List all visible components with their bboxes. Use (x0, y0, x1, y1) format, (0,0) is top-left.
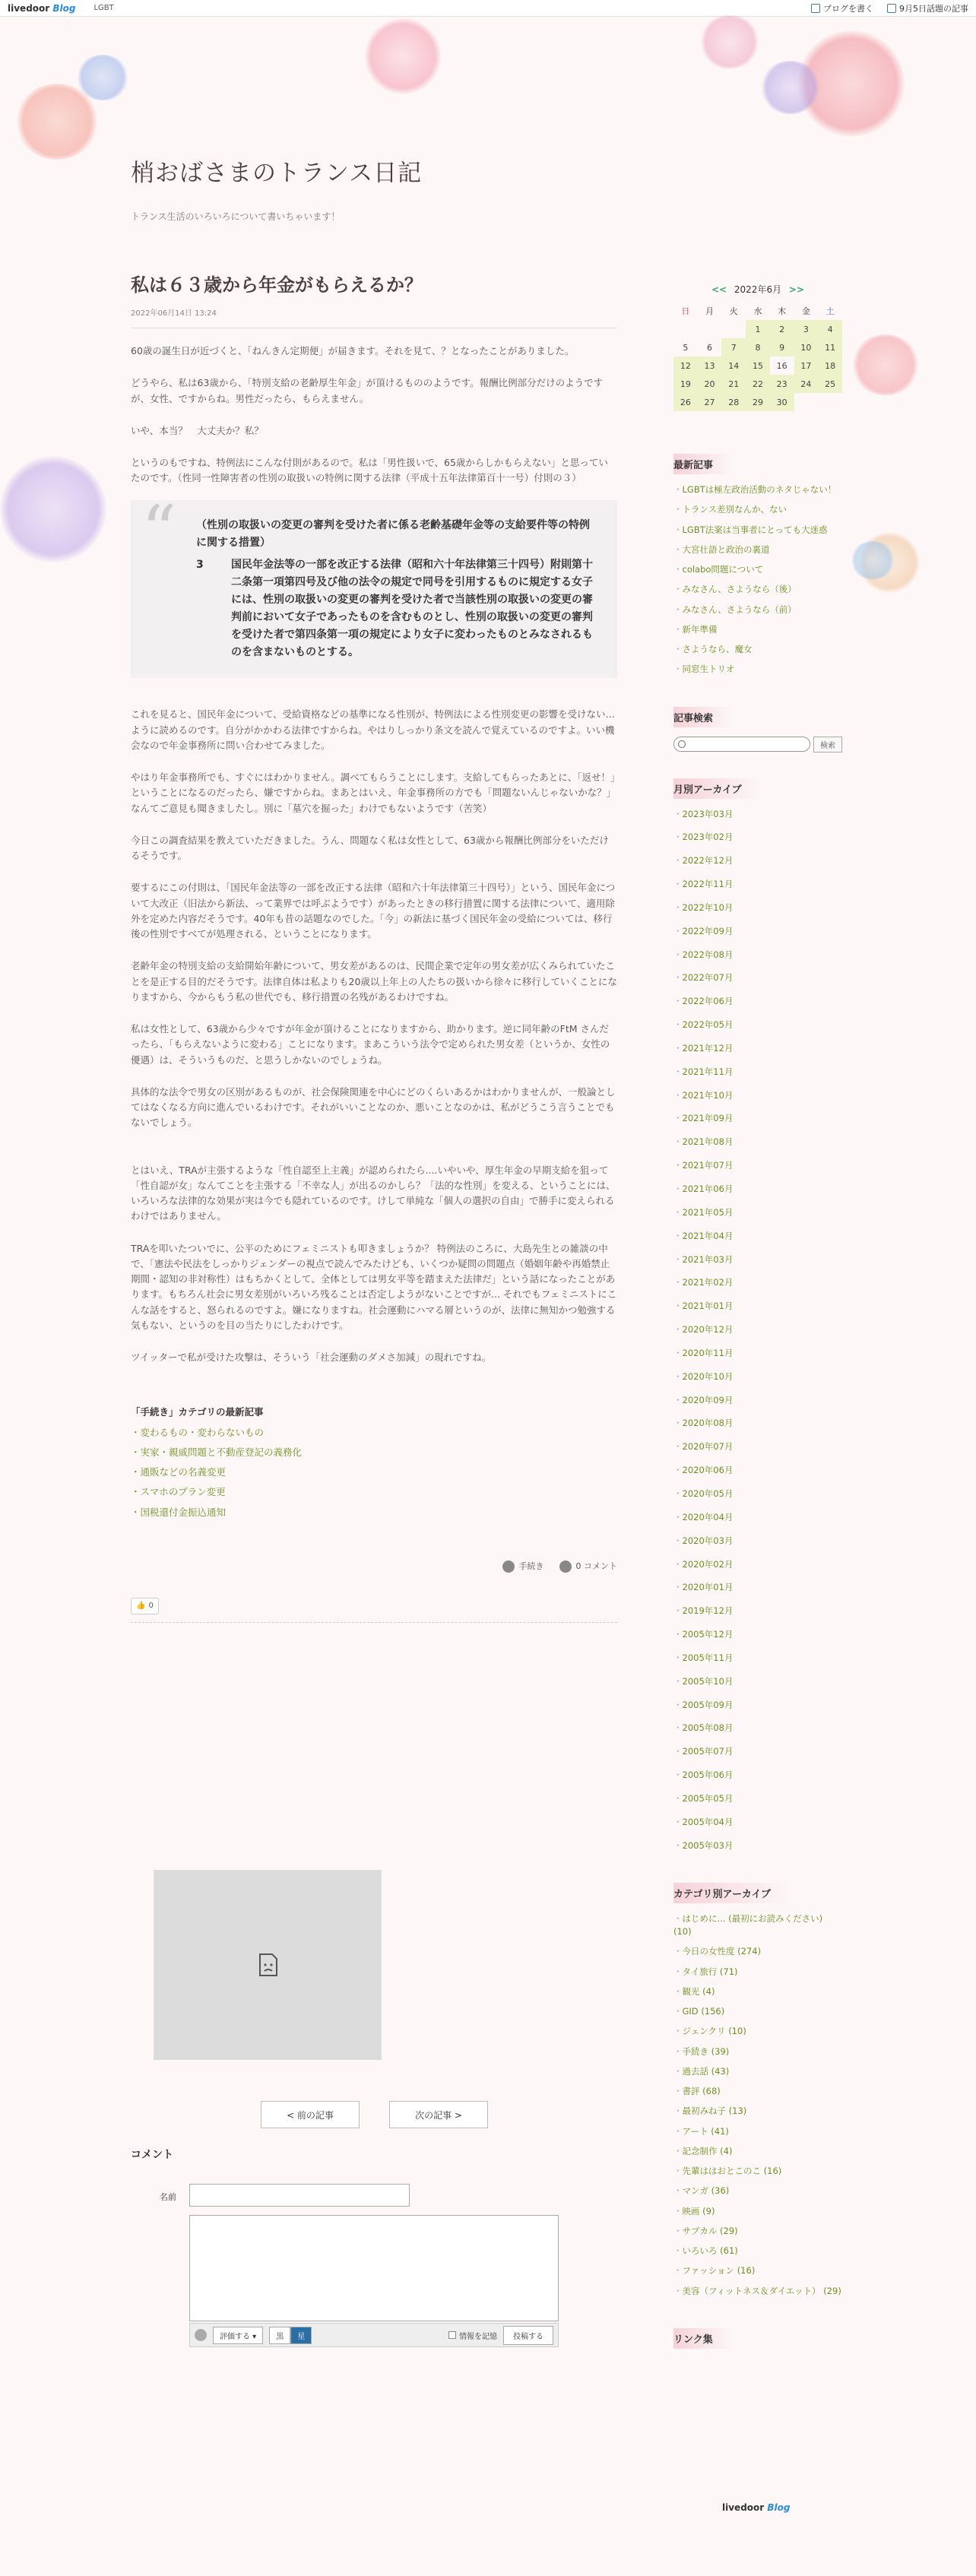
folder-icon (502, 1560, 515, 1573)
recent-article-link[interactable]: ・ 同窓生トリオ (673, 663, 842, 676)
monthly-archive-link[interactable]: ・ 2021年06月 (673, 1183, 842, 1196)
footer-livedoor-blog-logo[interactable]: livedoor Blog (722, 2502, 791, 2513)
recent-article-link[interactable]: ・ さようなら、魔女 (673, 643, 842, 656)
monthly-archive-link[interactable]: ・ 2021年04月 (673, 1230, 842, 1243)
calendar-day[interactable]: 24 (794, 375, 819, 393)
comment-textarea[interactable] (189, 2215, 559, 2321)
blockquote (131, 490, 617, 679)
monthly-archive-link[interactable]: ・ 2005年04月 (673, 1816, 842, 1829)
comment-icon (559, 1560, 572, 1573)
article-paragraph: これを見ると、国民年金について、受給資格などの基準になる性別が、特例法による性別変更の影響を受けない…ように読めるのです。自分がかかわる法律ですからね。やはりしっかり条文を読んで覚えているのですよ。いい機会なので年金事務所に問い合わせてみました。 (131, 708, 616, 751)
recent-articles-heading: 最新記事 (673, 454, 733, 474)
weekday-label: 金 (801, 306, 810, 316)
monthly-archive-link[interactable]: ・ 2005年09月 (673, 1699, 842, 1712)
write-blog-link[interactable]: ブログを書く (811, 2, 873, 14)
sidebar (673, 283, 842, 2358)
top-navigation-bar (0, 0, 976, 17)
category-latest-link[interactable]: ・ 実家・親戚問題と不動産登記の義務化 (131, 1445, 617, 1460)
category-archive-link[interactable]: ・ いろいろ (61) (673, 2245, 842, 2258)
flower-decoration (365, 18, 441, 94)
category-archive-link[interactable]: ・ 観光 (4) (673, 1985, 842, 1998)
calendar-day[interactable]: 7 (721, 338, 746, 356)
monthly-archive-link[interactable]: ・ 2005年11月 (673, 1652, 842, 1665)
weekday-label: 木 (778, 306, 787, 316)
article-paragraph: というのもですね、特例法にこんな付則があるので。私は「男性扱いで、65歳からしかもらえない」と思っていたのです。（性同一性障害者の性別の取扱いの特例に関する法律（平成十五年法律第百十一号）付則の３） (131, 457, 608, 484)
category-latest-articles (131, 1405, 617, 1520)
comment-toolbar (189, 2323, 559, 2347)
remember-checkbox[interactable]: 情報を記憶 (448, 2330, 497, 2341)
quote-heading: （性別の取扱いの変更の審判を受けた者に係る老齢基礎年金等の支給要件等の特例に関する措置） (196, 518, 590, 549)
calendar-next-link[interactable]: >> (788, 284, 805, 295)
monthly-archive-link[interactable]: ・ 2022年10月 (673, 901, 842, 914)
monthly-archive-link[interactable]: ・ 2020年07月 (673, 1440, 842, 1453)
calendar-prev-link[interactable]: << (711, 284, 727, 295)
name-label: 名前 (160, 2192, 176, 2202)
calendar-day[interactable]: 18 (818, 356, 842, 375)
calendar-day[interactable]: 21 (721, 375, 746, 393)
calendar-day: 16 (776, 360, 787, 371)
monthly-archive-link[interactable]: ・ 2020年01月 (673, 1581, 842, 1594)
category-archive-link[interactable]: ・ 今日の女性度 (274) (673, 1945, 842, 1958)
pencil-icon (811, 4, 820, 13)
monthly-archive-link[interactable]: ・ 2021年12月 (673, 1042, 842, 1055)
monthly-archive-link[interactable]: ・ 2005年06月 (673, 1769, 842, 1782)
article-title[interactable]: 私は６３歳から年金がもらえるか？ (131, 274, 423, 296)
recent-article-link[interactable]: ・ 新年準備 (673, 623, 842, 636)
rating-select[interactable]: 評価する ▾ (213, 2327, 263, 2344)
flower-decoration (699, 15, 760, 68)
article-paragraph: いや、本当？ 大丈夫か？私？ (131, 424, 264, 436)
calendar-title: 2022年6月 (734, 284, 782, 295)
recent-article-link[interactable]: ・ トランス差別なんか、ない (673, 503, 842, 516)
article-paragraph: 60歳の誕生日が近づくと、「ねんきん定期便」が届きます。それを見て、？となったことがありました。 (131, 345, 575, 357)
calendar-day[interactable]: 15 (746, 356, 770, 375)
calendar-day (818, 393, 842, 411)
calendar-header (673, 283, 842, 296)
article-paragraph: どうやら、私は63歳から、「特別支給の老齢厚生年金」が頂けるもののようです。報酬比例部分だけのようですが、女性、ですからね。男性だったら、もらえません。 (131, 377, 604, 404)
monthly-archive-link[interactable]: ・ 2005年03月 (673, 1839, 842, 1852)
category-archive-link[interactable]: ・ 書評 (68) (673, 2085, 842, 2098)
monthly-archive-heading: 月別アーカイブ (673, 778, 762, 799)
article-paragraph: やはり年金事務所でも、すぐにはわかりません。調べてもらうことにします。支給してもらったあとに、「返せ！」ということになるのだったら、嫌ですからね。まあとはいえ、年金事務所の方でも「問題ないんじゃないかな？」なんてご意見も聞きましたし。別に「墓穴を掘った」わけでもないようです（苦笑） (131, 772, 616, 814)
weekday-label: 火 (729, 306, 738, 316)
calendar (673, 302, 842, 411)
flower-decoration (76, 55, 129, 100)
recent-article-link[interactable]: ・ 大宮壮語と政治の裏道 (673, 543, 842, 556)
article-search (673, 737, 842, 753)
recent-article-link[interactable]: ・ LGBTは極左政治活動のネタじゃない！ (673, 483, 842, 496)
category-latest-link[interactable]: ・ スマホのプラン変更 (131, 1484, 617, 1500)
category-archive-link[interactable]: ・ 美容（フィットネス＆ダイエット） (29) (673, 2285, 842, 2298)
monthly-archive-link[interactable]: ・ 2022年11月 (673, 878, 842, 891)
flower-decoration (0, 456, 106, 562)
calendar-day[interactable]: 2 (770, 320, 794, 338)
monthly-archive-link[interactable]: ・ 2023年03月 (673, 808, 842, 821)
category-archive-link[interactable]: ・ タイ旅行 (71) (673, 1966, 842, 1979)
monthly-archive-link[interactable]: ・ 2022年08月 (673, 949, 842, 962)
search-button[interactable]: 検索 (813, 737, 842, 753)
name-input[interactable] (189, 2184, 410, 2207)
calendar-day[interactable]: 22 (746, 375, 770, 393)
quote-body: 国民年金法等の一部を改正する法律（昭和六十年法律第三十四号）附則第十二条第一項第四号及び他の法令の規定で同号を引用するものに規定する女子には、性別の取扱いの変更の審判を受けた者で当該性別の取扱いの変更の審判前において女子であったものを含むものとし、性別の取扱いの変更の審判を受けた者で第四条第一項の規定により女子に変わったものとみなされるものを含まないものとする。 (231, 558, 593, 659)
monthly-archive-link[interactable]: ・ 2020年10月 (673, 1370, 842, 1383)
calendar-day[interactable]: 1 (746, 320, 770, 338)
recent-article-link[interactable]: ・ LGBT法案は当事者にとっても大迷惑 (673, 524, 842, 537)
livedoor-blog-logo[interactable]: livedoor Blog (8, 2, 76, 14)
monthly-archive-link[interactable]: ・ 2005年10月 (673, 1675, 842, 1688)
article-category-link[interactable]: 手続き (502, 1560, 544, 1573)
next-article-button[interactable]: 次の記事 > (389, 2101, 488, 2128)
article-comments-link[interactable]: 0 コメント (559, 1560, 618, 1573)
ad-image-placeholder (154, 1870, 382, 2060)
recent-article-link[interactable]: ・ colabo問題について (673, 563, 842, 576)
monthly-archive-link[interactable]: ・ 2020年05月 (673, 1488, 842, 1500)
like-button[interactable]: 👍 0 (131, 1598, 159, 1614)
weekday-label: 土 (825, 306, 835, 316)
calendar-day[interactable]: 17 (794, 356, 819, 375)
calendar-day[interactable]: 30 (770, 393, 794, 411)
calendar-day (698, 320, 722, 338)
category-latest-link[interactable]: ・ 国税還付金振込通知 (131, 1505, 617, 1520)
comment-heading: コメント (131, 2149, 173, 2161)
monthly-archive-link[interactable]: ・ 2021年05月 (673, 1206, 842, 1219)
article-paragraph: 老齢年金の特別支給の支給開始年齢について、男女差があるのは、民間企業で定年の男女差が広くみられていたことを是正する目的だそうです。法律自体は私よりも20歳以上年上の人たちの扱いから徐々に移行していくことになりますから、今からもう私の世代でも、移行措置の名残があるわけですね。 (131, 960, 617, 1003)
monthly-archive-link[interactable]: ・ 2020年02月 (673, 1558, 842, 1571)
monthly-archive-link[interactable]: ・ 2022年12月 (673, 854, 842, 867)
monthly-archive-link[interactable]: ・ 2020年06月 (673, 1464, 842, 1477)
calendar-day[interactable]: 19 (673, 375, 698, 393)
quote-mark-icon: “ (141, 490, 177, 571)
monthly-archive-link[interactable]: ・ 2021年02月 (673, 1276, 842, 1289)
broken-image-icon (254, 1951, 281, 1979)
calendar-day: 6 (707, 342, 713, 353)
article-footer (131, 1560, 617, 1573)
calendar-day[interactable]: 4 (818, 320, 842, 338)
category-archive-link[interactable]: ・ ジェンクリ (10) (673, 2025, 842, 2038)
monthly-archive-link[interactable]: ・ 2020年03月 (673, 1535, 842, 1548)
calendar-day[interactable]: 27 (698, 393, 722, 411)
calendar-day (794, 393, 819, 411)
calendar-day[interactable]: 28 (721, 393, 746, 411)
recent-articles-list (673, 483, 842, 676)
category-archive-link[interactable]: ・ アート (41) (673, 2125, 842, 2138)
monthly-archive-link[interactable]: ・ 2005年12月 (673, 1628, 842, 1641)
category-archive-list (673, 1912, 842, 2298)
monthly-archive-link[interactable]: ・ 2005年07月 (673, 1745, 842, 1758)
calendar-day[interactable]: 8 (746, 338, 770, 356)
flower-decoration (851, 334, 920, 395)
blog-description: トランス生活のいろいろについて書いちゃいます！ (131, 211, 341, 222)
trending-articles-link[interactable]: 9月5日話題の記事 (887, 2, 968, 14)
links-heading: リンク集 (673, 2328, 733, 2349)
article-paragraph: 要するにこの付則は、「国民年金法等の一部を改正する法律（昭和六十年法律第三十四号）」という、国民年金について大改正（旧法から新法、って業界では呼ぶようです）があったときの移行措置に関する法律について、適用除外を定めた内容だそうです。40年も昔の話題なのでした。「今」の新法に基づく国民年金の受給については、移行後の性別ですべてが処理される、ということになります。 (131, 882, 616, 940)
article (131, 271, 617, 1623)
calendar-day[interactable]: 26 (673, 393, 698, 411)
monthly-archive-link[interactable]: ・ 2020年04月 (673, 1511, 842, 1524)
calendar-day[interactable]: 3 (794, 320, 819, 338)
calendar-day[interactable]: 25 (818, 375, 842, 393)
recent-article-link[interactable]: ・ みなさん、さようなら（後） (673, 583, 842, 596)
monthly-archive-link[interactable]: ・ 2020年08月 (673, 1417, 842, 1430)
calendar-day[interactable]: 29 (746, 393, 770, 411)
article-paragraph: ツイッターで私が受けた攻撃は、そういう「社会運動のダメさ加減」の現れですね。 (131, 1351, 492, 1364)
calendar-day[interactable]: 13 (698, 356, 722, 375)
submit-comment-button[interactable]: 投稿する (503, 2326, 553, 2345)
quote-item-number: 3 (196, 558, 204, 571)
category-latest-heading: 「手続き」カテゴリの最新記事 (131, 1406, 264, 1418)
article-paragraph: 具体的な法令で男女の区別があるものが、社会保険関連を中心にどのくらいあるかはわかりませんが、一般論としてはなくなる方向に進んでいるわけです。それがいいことなのか、悪いことなのかは、私がどうこう言うことでもないでしょう。 (131, 1085, 616, 1129)
search-heading: 記事検索 (673, 707, 733, 727)
prev-article-button[interactable]: < 前の記事 (261, 2101, 360, 2128)
category-archive-link[interactable]: ・ ファッション (16) (673, 2264, 842, 2277)
calendar-day (673, 320, 698, 338)
calendar-day[interactable]: 14 (721, 356, 746, 375)
monthly-archive-link[interactable]: ・ 2005年05月 (673, 1792, 842, 1805)
monthly-archive-link[interactable]: ・ 2021年08月 (673, 1136, 842, 1149)
category-archive-link[interactable]: ・ 過去話 (43) (673, 2065, 842, 2078)
monthly-archive-link[interactable]: ・ 2021年09月 (673, 1112, 842, 1125)
monthly-archive-link[interactable]: ・ 2020年09月 (673, 1394, 842, 1407)
monthly-archive-link[interactable]: ・ 2020年12月 (673, 1323, 842, 1336)
monthly-archive-link[interactable]: ・ 2021年01月 (673, 1300, 842, 1313)
monthly-archive-link[interactable]: ・ 2019年12月 (673, 1605, 842, 1618)
monthly-archive-link[interactable]: ・ 2021年11月 (673, 1066, 842, 1079)
category-archive-link[interactable]: ・ 映画 (9) (673, 2205, 842, 2218)
blog-title[interactable]: 梢おばさまのトランス日記 (131, 160, 423, 187)
article-date: 2022年06月14日 13:24 (131, 308, 617, 328)
calendar-icon (887, 4, 896, 13)
category-archive-link[interactable]: ・ はじめに... (最初にお読みください) (10) (673, 1912, 842, 1939)
category-archive-link[interactable]: ・ サブカル (29) (673, 2225, 842, 2238)
monthly-archive-link[interactable]: ・ 2021年10月 (673, 1089, 842, 1102)
calendar-day[interactable]: 10 (794, 338, 819, 356)
monthly-archive-link[interactable]: ・ 2023年02月 (673, 831, 842, 844)
recent-article-link[interactable]: ・ みなさん、さようなら（前） (673, 604, 842, 616)
monthly-archive-link[interactable]: ・ 2021年03月 (673, 1253, 842, 1266)
monthly-archive-link[interactable]: ・ 2021年07月 (673, 1159, 842, 1172)
butterfly-decoration (850, 541, 895, 579)
article-paragraph: TRAを叩いたついでに、公平のためにフェミニストも叩きましょうか？ 特例法のころに、大島先生との雑談の中で、「憲法や民法をしっかりジェンダーの視点で読んでみたけども、いくつか疑問の問題点（婚姻年齢や再婚禁止期間・認知の非対称性）はもちかくとして、全体としては男女平等を踏まえた法律だ」という話になったことがあります。もちろん社会に男女差別がいろいろ残ることは否定しようがないことですが... それでもフェミニストにこんな話をすると、怒られるのですよ。嫌になりますね。社会運動にハマる層というのが、法律に無知かつ勉強する気もない、というのを目の当たりにしたわけです。 (131, 1242, 617, 1331)
category-archive-link[interactable]: ・ 最初みね子 (13) (673, 2105, 842, 2118)
article-paragraph: 私は女性として、63歳から少々ですが年金が頂けることになりますから、助かります。逆に同年齢のFtM さんだったら、「もらえないように変わる」ことになります。まあこういう法令で定められた男女差（というか、女性の優遇）は、そういうものだ、と思うしかないのでしょうね。 (131, 1023, 610, 1066)
mode-star-button[interactable]: 星 (290, 2327, 312, 2344)
calendar-day[interactable]: 9 (770, 338, 794, 356)
rating-mode-toggle (269, 2327, 312, 2344)
monthly-archive-link[interactable]: ・ 2022年07月 (673, 971, 842, 984)
emoji-icon[interactable] (195, 2329, 207, 2341)
calendar-day: 5 (683, 342, 689, 353)
monthly-archive-link[interactable]: ・ 2022年05月 (673, 1019, 842, 1031)
calendar-day[interactable]: 12 (673, 356, 698, 375)
category-archive-heading: カテゴリ別アーカイブ (673, 1883, 791, 1903)
category-archive-link[interactable]: ・ GID (156) (673, 2005, 842, 2018)
checkbox-icon (448, 2331, 456, 2339)
calendar-day[interactable]: 23 (770, 375, 794, 393)
mode-dark-button[interactable]: 黒 (269, 2327, 290, 2344)
weekday-label: 日 (681, 306, 690, 316)
search-input[interactable] (673, 737, 810, 752)
category-latest-link[interactable]: ・ 変わるもの・変わらないもの (131, 1425, 617, 1440)
monthly-archive-link[interactable]: ・ 2005年08月 (673, 1722, 842, 1735)
weekday-label: 月 (705, 306, 715, 316)
article-paragraph: 今日この調査結果を教えていただきました。うん、問題なく私は女性として、63歳から報酬比例部分をいただけるそうです。 (131, 834, 609, 862)
category-archive-link[interactable]: ・ 記念制作 (4) (673, 2145, 842, 2158)
weekday-label: 水 (753, 306, 762, 316)
category-archive-link[interactable]: ・ 手続き (39) (673, 2045, 842, 2058)
tag-link-lgbt[interactable]: LGBT (93, 4, 114, 12)
calendar-day (721, 320, 746, 338)
monthly-archive-link[interactable]: ・ 2022年06月 (673, 995, 842, 1008)
monthly-archive-link[interactable]: ・ 2022年09月 (673, 925, 842, 938)
monthly-archive-link[interactable]: ・ 2020年11月 (673, 1347, 842, 1360)
divider (131, 1622, 617, 1623)
category-archive-link[interactable]: ・ マンガ (36) (673, 2185, 842, 2197)
thumbs-up-icon: 👍 (136, 1601, 146, 1610)
category-archive-link[interactable]: ・ 先輩ははおとこのこ (16) (673, 2165, 842, 2178)
calendar-day[interactable]: 11 (818, 338, 842, 356)
calendar-day[interactable]: 20 (698, 375, 722, 393)
monthly-archive-list (673, 808, 842, 1852)
flower-decoration (760, 61, 821, 114)
category-latest-link[interactable]: ・ 通販などの名義変更 (131, 1465, 617, 1480)
article-paragraph: とはいえ、TRAが主張するような「性自認至上主義」が認められたら....いやいや、厚生年金の早期支給を狙って「性自認が女」なんてことを主張する「不幸な人」が出るのかしら？「法的な性別」を変える、ということには、いろいろな法律的な効果が実は今でも隠れているのです。けして単純な「個人の選択の自由」で勝手に変えられるわけではありません。 (131, 1164, 616, 1222)
